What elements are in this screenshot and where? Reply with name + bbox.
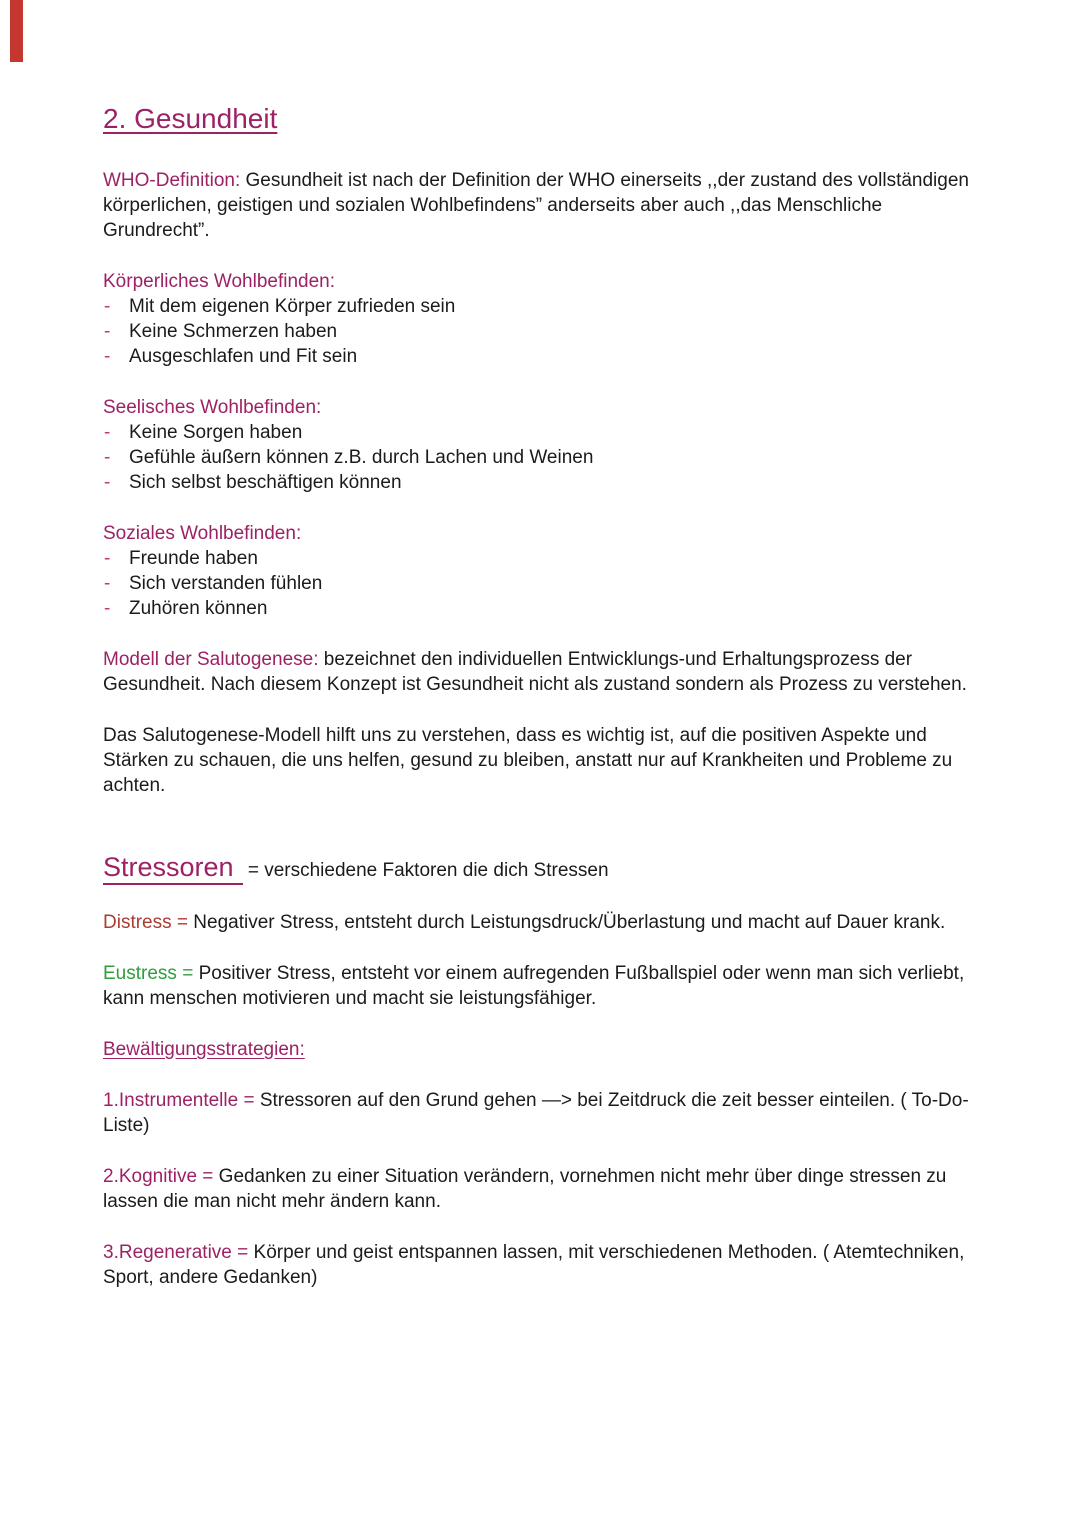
- distress-text: Negativer Stress, entsteht durch Leistungsdruck/Überlastung und macht auf Dauer krank.: [188, 912, 946, 933]
- eustress-paragraph: [103, 961, 980, 1011]
- list-item: [103, 344, 980, 369]
- list-item-text: Zuhören können: [129, 598, 268, 619]
- bullet-dash: -: [104, 321, 111, 342]
- strategie-regenerative-paragraph: [103, 1240, 980, 1290]
- list-item-text: Mit dem eigenen Körper zufrieden sein: [129, 296, 456, 317]
- list-item: [103, 420, 980, 445]
- page-title: 2. Gesundheit: [103, 103, 278, 134]
- strategie-instrumentelle-label: 1.Instrumentelle =: [103, 1090, 255, 1111]
- list-item-text: Sich selbst beschäftigen können: [129, 472, 402, 493]
- salutogenese-label: Modell der Salutogenese:: [103, 649, 319, 670]
- list-item-text: Keine Schmerzen haben: [129, 321, 338, 342]
- strategie-kognitive-paragraph: [103, 1164, 980, 1214]
- list-item-text: Keine Sorgen haben: [129, 422, 303, 443]
- who-definition-text: Gesundheit ist nach der Definition der WHO einerseits ,,der zustand des vollständigen körperlichen, geistigen und sozialen Wohlbefindens” anderseits aber auch ,,das Menschliche Grundrecht”.: [103, 170, 969, 241]
- salutogenese-note-paragraph: Das Salutogenese-Modell hilft uns zu verstehen, dass es wichtig ist, auf die positiven Aspekte und Stärken zu schauen, die uns helfen, gesund zu bleiben, anstatt nur auf Krankheiten und Probleme zu achten.: [103, 725, 953, 796]
- who-definition-label: WHO-Definition:: [103, 170, 241, 191]
- list-item: [103, 546, 980, 571]
- section-heading: Seelisches Wohlbefinden:: [103, 397, 322, 418]
- distress-label: Distress =: [103, 912, 188, 933]
- strategie-kognitive-text: Gedanken zu einer Situation verändern, vornehmen nicht mehr über dinge stressen zu lassen die man nicht mehr ändern kann.: [103, 1166, 947, 1212]
- bullet-dash: -: [104, 573, 111, 594]
- bullet-dash: -: [104, 598, 111, 619]
- list-item: [103, 294, 980, 319]
- bewaeltigungsstrategien-heading: Bewältigungsstrategien:: [103, 1039, 305, 1060]
- stressoren-heading: Stressoren: [103, 852, 243, 885]
- section-koerperliches-wohlbefinden: [103, 269, 980, 369]
- eustress-text: Positiver Stress, entsteht vor einem aufregenden Fußballspiel oder wenn man sich verliebt, kann menschen motivieren und macht sie leistungsfähiger.: [103, 963, 965, 1009]
- salutogenese-text: bezeichnet den individuellen Entwicklungs-und Erhaltungsprozess der Gesundheit. Nach diesem Konzept ist Gesundheit nicht als zustand sondern als Prozess zu verstehen.: [103, 649, 967, 695]
- strategie-kognitive-label: 2.Kognitive =: [103, 1166, 214, 1187]
- section-seelisches-wohlbefinden: [103, 395, 980, 495]
- section-heading: Soziales Wohlbefinden:: [103, 523, 302, 544]
- list-item: [103, 319, 980, 344]
- salutogenese-paragraph: [103, 647, 980, 697]
- list-item-text: Gefühle äußern können z.B. durch Lachen und Weinen: [129, 447, 594, 468]
- red-marker-flag: [10, 0, 23, 62]
- stressoren-heading-line: [103, 850, 980, 884]
- list-item: [103, 571, 980, 596]
- list-item-text: Sich verstanden fühlen: [129, 573, 323, 594]
- stressoren-definition: = verschiedene Faktoren die dich Stressen: [247, 860, 609, 881]
- distress-paragraph: [103, 910, 980, 935]
- strategie-regenerative-text: Körper und geist entspannen lassen, mit verschiedenen Methoden. ( Atemtechniken, Sport, andere Gedanken): [103, 1242, 965, 1288]
- bullet-dash: -: [104, 296, 111, 317]
- bullet-dash: -: [104, 346, 111, 367]
- list-item: [103, 596, 980, 621]
- bullet-dash: -: [104, 447, 111, 468]
- section-soziales-wohlbefinden: [103, 521, 980, 621]
- strategie-instrumentelle-text: Stressoren auf den Grund gehen —> bei Zeitdruck die zeit besser einteilen. ( To-Do-Liste): [103, 1090, 969, 1136]
- list-item: [103, 445, 980, 470]
- bullet-dash: -: [104, 548, 111, 569]
- list-item-text: Freunde haben: [129, 548, 258, 569]
- bullet-dash: -: [104, 422, 111, 443]
- section-heading: Körperliches Wohlbefinden:: [103, 271, 336, 292]
- list-item-text: Ausgeschlafen und Fit sein: [129, 346, 358, 367]
- list-item: [103, 470, 980, 495]
- bullet-dash: -: [104, 472, 111, 493]
- document-content: [103, 102, 980, 1316]
- eustress-label: Eustress =: [103, 963, 194, 984]
- strategie-instrumentelle-paragraph: [103, 1088, 980, 1138]
- who-definition-paragraph: [103, 168, 980, 243]
- strategie-regenerative-label: 3.Regenerative =: [103, 1242, 249, 1263]
